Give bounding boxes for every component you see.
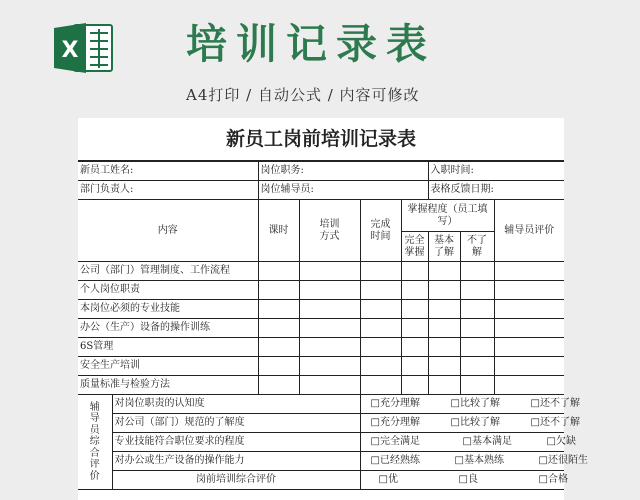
info-label: 表格反馈日期: (428, 181, 564, 200)
item-cell[interactable] (360, 319, 401, 338)
item-cell[interactable] (360, 300, 401, 319)
evaluation-options (360, 471, 568, 490)
item-cell[interactable] (494, 319, 564, 338)
evaluation-option[interactable]: □充分理解 (370, 417, 420, 429)
training-table (78, 161, 588, 490)
item-cell[interactable] (428, 319, 460, 338)
item-label: 个人岗位职责 (78, 281, 258, 300)
evaluation-row (78, 433, 564, 452)
item-cell[interactable] (401, 338, 428, 357)
info-row (78, 181, 564, 200)
item-cell[interactable] (494, 281, 564, 300)
evaluation-criterion: 对岗位职责的认知度 (112, 395, 360, 414)
item-cell[interactable] (494, 262, 564, 281)
item-cell[interactable] (401, 281, 428, 300)
item-cell[interactable] (428, 338, 460, 357)
excel-logo-letter: X (61, 38, 79, 63)
evaluation-option[interactable]: □基本满足 (462, 436, 512, 448)
header-none: 不了解 (460, 232, 494, 262)
item-cell[interactable] (258, 357, 299, 376)
item-cell[interactable] (299, 319, 360, 338)
evaluation-option[interactable]: □优 (378, 474, 398, 486)
evaluation-option[interactable]: □比较了解 (450, 417, 500, 429)
item-cell[interactable] (460, 281, 494, 300)
evaluation-row (78, 414, 564, 433)
item-cell[interactable] (299, 262, 360, 281)
evaluation-option[interactable]: □已经熟练 (370, 455, 420, 467)
evaluation-options (360, 395, 580, 414)
excel-icon (52, 22, 114, 74)
evaluation-row (78, 471, 564, 490)
item-cell[interactable] (428, 300, 460, 319)
item-cell[interactable] (428, 376, 460, 395)
evaluation-options (360, 433, 576, 452)
info-label: 岗位职务: (258, 162, 428, 181)
item-label: 质量标准与检验方法 (78, 376, 258, 395)
item-cell[interactable] (258, 338, 299, 357)
item-cell[interactable] (299, 357, 360, 376)
item-cell[interactable] (401, 262, 428, 281)
item-cell[interactable] (258, 281, 299, 300)
item-cell[interactable] (401, 376, 428, 395)
banner-title: 培训记录表 (186, 20, 436, 68)
item-row (78, 281, 564, 300)
evaluation-option[interactable]: □基本熟练 (454, 455, 504, 467)
item-label: 办公（生产）设备的操作训练 (78, 319, 258, 338)
item-cell[interactable] (494, 376, 564, 395)
item-row (78, 262, 564, 281)
header-time-text: 完成时间 (370, 219, 391, 242)
header-period: 课时 (258, 200, 299, 262)
item-cell[interactable] (460, 376, 494, 395)
evaluation-option[interactable]: □良 (458, 474, 478, 486)
evaluation-option[interactable]: □欠缺 (546, 436, 576, 448)
item-label: 安全生产培训 (78, 357, 258, 376)
item-cell[interactable] (299, 376, 360, 395)
evaluation-criterion: 对办公或生产设备的操作能力 (112, 452, 360, 471)
item-cell[interactable] (401, 300, 428, 319)
evaluation-row (78, 395, 564, 414)
evaluation-criterion: 专业技能符合职位要求的程度 (112, 433, 360, 452)
item-cell[interactable] (360, 338, 401, 357)
item-cell[interactable] (401, 319, 428, 338)
item-cell[interactable] (299, 281, 360, 300)
item-cell[interactable] (460, 262, 494, 281)
info-label: 入职时间: (428, 162, 564, 181)
evaluation-options (360, 414, 580, 433)
item-cell[interactable] (258, 319, 299, 338)
evaluation-option[interactable]: □合格 (538, 474, 568, 486)
item-cell[interactable] (494, 300, 564, 319)
item-cell[interactable] (360, 357, 401, 376)
item-cell[interactable] (428, 281, 460, 300)
item-row (78, 338, 564, 357)
item-cell[interactable] (258, 376, 299, 395)
info-label: 部门负责人: (78, 181, 258, 200)
form-title: 新员工岗前培训记录表 (78, 118, 564, 161)
banner-subtitle: A4打印 / 自动公式 / 内容可修改 (186, 86, 420, 104)
evaluation-criterion: 对公司（部门）规范的了解度 (112, 414, 360, 433)
evaluation-option[interactable]: □比较了解 (450, 398, 500, 410)
info-row (78, 162, 564, 181)
evaluation-option[interactable]: □还不了解 (530, 398, 580, 410)
evaluation-option[interactable]: □充分理解 (370, 398, 420, 410)
item-cell[interactable] (258, 300, 299, 319)
info-label: 新员工姓名: (78, 162, 258, 181)
header-mastery: 掌握程度（员工填写） (401, 200, 494, 232)
item-cell[interactable] (299, 338, 360, 357)
header-time (360, 200, 401, 262)
header-full: 完全掌握 (401, 232, 428, 262)
item-cell[interactable] (460, 300, 494, 319)
header-method (299, 200, 360, 262)
item-cell[interactable] (494, 338, 564, 357)
item-row (78, 300, 564, 319)
evaluation-row (78, 452, 564, 471)
item-label: 6S管理 (78, 338, 258, 357)
item-label: 本岗位必须的专业技能 (78, 300, 258, 319)
item-cell[interactable] (360, 262, 401, 281)
item-cell[interactable] (494, 357, 564, 376)
item-cell[interactable] (460, 357, 494, 376)
header-method-text: 培训方式 (319, 219, 340, 242)
item-cell[interactable] (258, 262, 299, 281)
evaluation-label (78, 395, 112, 490)
info-label: 岗位辅导员: (258, 181, 428, 200)
item-cell[interactable] (360, 281, 401, 300)
item-cell[interactable] (401, 357, 428, 376)
item-cell[interactable] (460, 319, 494, 338)
item-cell[interactable] (428, 262, 460, 281)
item-label: 公司（部门）管理制度、工作流程 (78, 262, 258, 281)
header-basic: 基本了解 (428, 232, 460, 262)
item-cell[interactable] (428, 357, 460, 376)
evaluation-option[interactable]: □还不了解 (530, 417, 580, 429)
evaluation-label-text: 辅导员综合评价 (89, 401, 100, 482)
item-row (78, 357, 564, 376)
item-cell[interactable] (360, 376, 401, 395)
item-row (78, 376, 564, 395)
evaluation-option[interactable]: □还很陌生 (538, 455, 588, 467)
header-content: 内容 (78, 200, 258, 262)
item-cell[interactable] (460, 338, 494, 357)
item-cell[interactable] (299, 300, 360, 319)
header-tutor-eval: 辅导员评价 (494, 200, 564, 262)
item-row (78, 319, 564, 338)
evaluation-options (360, 452, 588, 471)
header-row (78, 200, 564, 232)
evaluation-option[interactable]: □完全满足 (370, 436, 420, 448)
evaluation-criterion: 岗前培训综合评价 (112, 471, 360, 490)
form-sheet (78, 118, 588, 500)
